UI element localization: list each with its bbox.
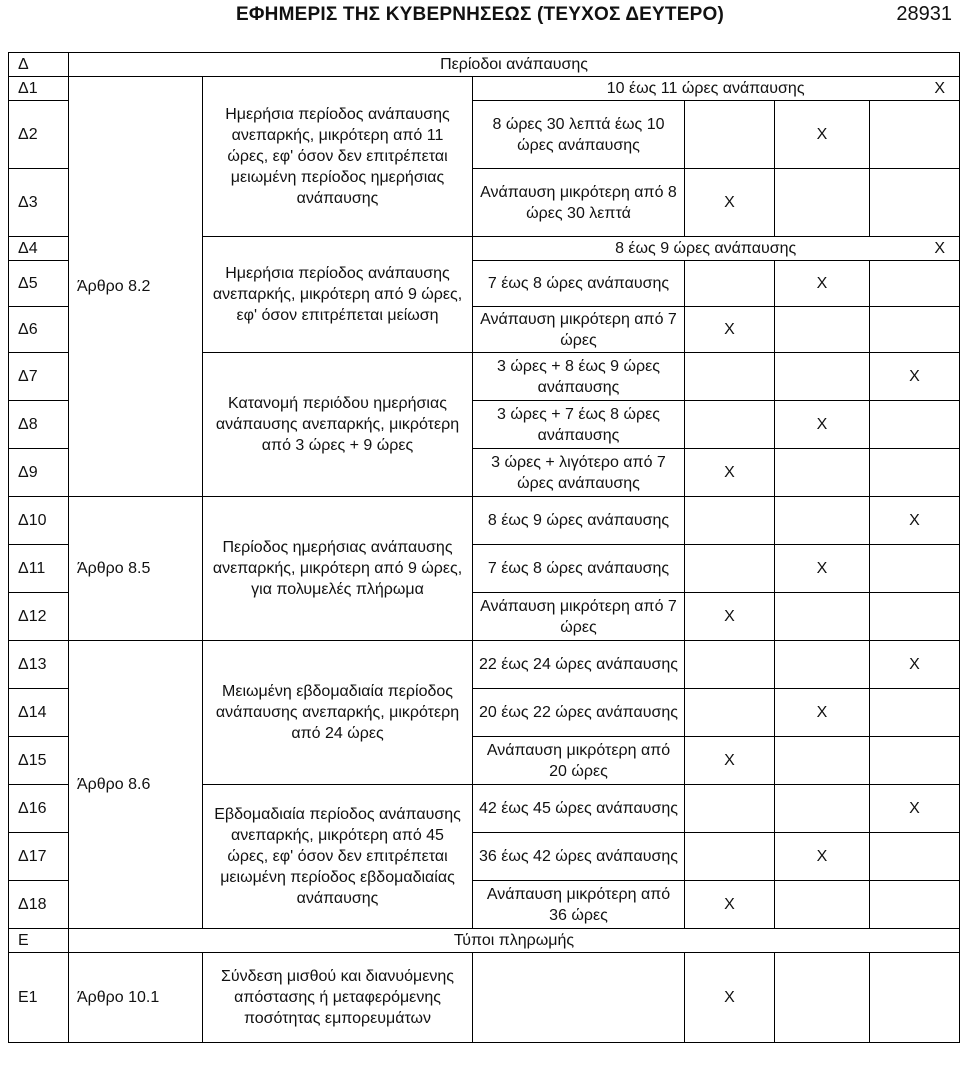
row-code: Δ4 [9, 237, 69, 261]
row-value [473, 77, 960, 101]
row-value: Ανάπαυση μικρότερη από 7 ώρες [473, 593, 685, 641]
row-code: Δ1 [9, 77, 69, 101]
row-code: Δ6 [9, 307, 69, 353]
page-header [0, 0, 960, 40]
row-description: Κατανομή περιόδου ημερήσιας ανάπαυσης ανεπαρκής, μικρότερη από 3 ώρες + 9 ώρες [203, 353, 473, 497]
row-code: Δ13 [9, 641, 69, 689]
row-value: 42 έως 45 ώρες ανάπαυσης [473, 785, 685, 833]
gazette-title: ΕΦΗΜΕΡΙΣ ΤΗΣ ΚΥΒΕΡΝΗΣΕΩΣ (ΤΕΥΧΟΣ ΔΕΥΤΕΡΟ) [236, 4, 724, 25]
mark-x: X [775, 101, 870, 169]
section-title: Τύποι πληρωμής [69, 929, 960, 953]
mark-x: X [775, 689, 870, 737]
section-row-d [9, 53, 960, 77]
row-description: Ημερήσια περίοδος ανάπαυσης ανεπαρκής, μικρότερη από 11 ώρες, εφ' όσον δεν επιτρέπεται μειωμένη περίοδος ημερήσιας ανάπαυσης [203, 77, 473, 237]
row-code: Δ9 [9, 449, 69, 497]
row-value: 8 έως 9 ώρες ανάπαυσης [473, 497, 685, 545]
row-code: Δ3 [9, 169, 69, 237]
row-code: Δ14 [9, 689, 69, 737]
row-value: 3 ώρες + 7 έως 8 ώρες ανάπαυσης [473, 401, 685, 449]
mark-x: X [775, 833, 870, 881]
value-text: 10 έως 11 ώρες ανάπαυσης [606, 80, 805, 97]
row-code: Δ17 [9, 833, 69, 881]
row-value: 8 ώρες 30 λεπτά έως 10 ώρες ανάπαυσης [473, 101, 685, 169]
row-code: Δ12 [9, 593, 69, 641]
row-code: Δ8 [9, 401, 69, 449]
mark-x: X [775, 261, 870, 307]
mark-x: X [870, 353, 960, 401]
mark-x: X [870, 497, 960, 545]
section-row-e [9, 929, 960, 953]
mark-x: X [685, 881, 775, 929]
row-description: Σύνδεση μισθού και διανυόμενης απόστασης ή μεταφερόμενης ποσότητας εμπορευμάτων [203, 953, 473, 1043]
mark-x: X [685, 593, 775, 641]
value-text: 8 έως 9 ώρες ανάπαυσης [615, 240, 797, 257]
row-value: 36 έως 42 ώρες ανάπαυσης [473, 833, 685, 881]
mark-x: X [685, 307, 775, 353]
mark-x: X [870, 641, 960, 689]
table-row [9, 953, 960, 1043]
row-code: Δ11 [9, 545, 69, 593]
row-code: Δ7 [9, 353, 69, 401]
row-value: 20 έως 22 ώρες ανάπαυσης [473, 689, 685, 737]
row-value: 3 ώρες + λιγότερο από 7 ώρες ανάπαυσης [473, 449, 685, 497]
row-description: Μειωμένη εβδομαδιαία περίοδος ανάπαυσης ανεπαρκής, μικρότερη από 24 ώρες [203, 641, 473, 785]
row-value: 7 έως 8 ώρες ανάπαυσης [473, 261, 685, 307]
mark-x: X [934, 240, 945, 257]
mark-x: X [685, 169, 775, 237]
article-ref: Άρθρο 8.5 [69, 497, 203, 641]
row-value: Ανάπαυση μικρότερη από 20 ώρες [473, 737, 685, 785]
section-code: Ε [9, 929, 69, 953]
row-description: Ημερήσια περίοδος ανάπαυσης ανεπαρκής, μικρότερη από 9 ώρες, εφ' όσον επιτρέπεται μείωση [203, 237, 473, 353]
row-value: Ανάπαυση μικρότερη από 36 ώρες [473, 881, 685, 929]
row-code: Δ2 [9, 101, 69, 169]
mark-x: X [775, 401, 870, 449]
row-code: Δ10 [9, 497, 69, 545]
section-title: Περίοδοι ανάπαυσης [69, 53, 960, 77]
row-value: 22 έως 24 ώρες ανάπαυσης [473, 641, 685, 689]
article-ref: Άρθρο 10.1 [69, 953, 203, 1043]
row-value: Ανάπαυση μικρότερη από 7 ώρες [473, 307, 685, 353]
mark-x: X [934, 80, 945, 97]
mark-x: X [870, 785, 960, 833]
section-code: Δ [9, 53, 69, 77]
mark-x: X [685, 449, 775, 497]
article-ref: Άρθρο 8.2 [69, 77, 203, 497]
table-row [9, 497, 960, 545]
row-description: Εβδομαδιαία περίοδος ανάπαυσης ανεπαρκής, μικρότερη από 45 ώρες, εφ' όσον δεν επιτρέπεται μειωμένη περίοδος εβδομαδιαίας ανάπαυσης [203, 785, 473, 929]
page-number: 28931 [896, 3, 952, 25]
row-code: Δ18 [9, 881, 69, 929]
table-row [9, 77, 960, 101]
mark-x: X [685, 737, 775, 785]
row-code: Δ15 [9, 737, 69, 785]
row-value: 7 έως 8 ώρες ανάπαυσης [473, 545, 685, 593]
row-value: 3 ώρες + 8 έως 9 ώρες ανάπαυσης [473, 353, 685, 401]
row-code: Ε1 [9, 953, 69, 1043]
row-value [473, 237, 960, 261]
row-code: Δ16 [9, 785, 69, 833]
row-description: Περίοδος ημερήσιας ανάπαυσης ανεπαρκής, μικρότερη από 9 ώρες, για πολυμελές πλήρωμα [203, 497, 473, 641]
row-code: Δ5 [9, 261, 69, 307]
row-value: Ανάπαυση μικρότερη από 8 ώρες 30 λεπτά [473, 169, 685, 237]
table-row [9, 641, 960, 689]
mark-x: X [685, 953, 775, 1043]
penalty-table [8, 52, 960, 1043]
mark-x: X [775, 545, 870, 593]
article-ref: Άρθρο 8.6 [69, 641, 203, 929]
